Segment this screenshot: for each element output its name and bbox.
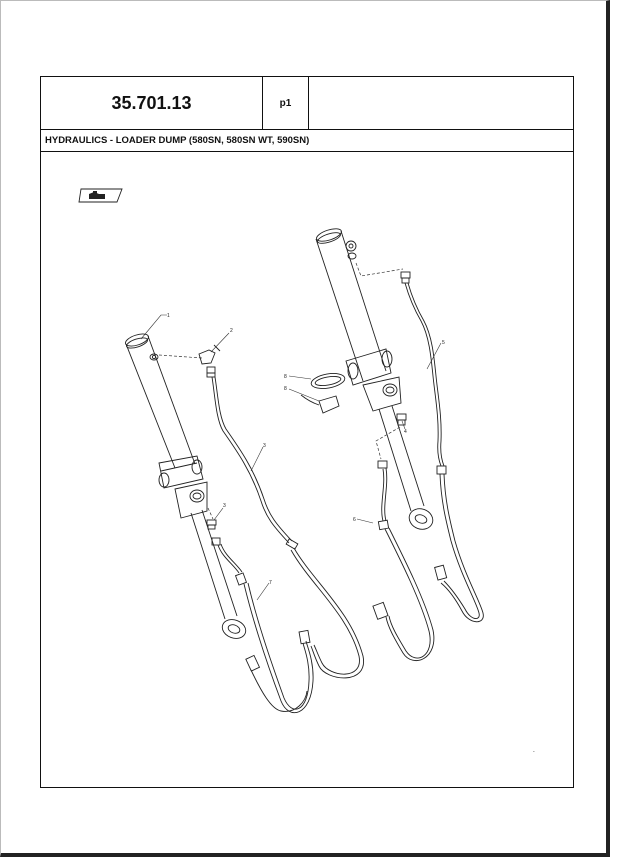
clamp-parts [301,371,346,413]
callout-7: 7 [269,580,272,586]
header-box [40,76,574,130]
callout-1-left: 1 [167,313,170,319]
page-number: p1 [263,77,309,129]
left-rigid-tube [212,377,289,543]
diagram-area [40,151,574,788]
page-mark: - [533,749,535,755]
reference-number: 35.701.13 [41,77,263,129]
section-title: HYDRAULICS - LOADER DUMP (580SN, 580SN WT, 590SN) [40,129,574,152]
callout-9: 8 [284,386,287,392]
parts-diagram [41,152,573,787]
callout-5: 5 [442,340,445,346]
right-hose-1 [444,541,479,619]
right-cylinder [315,226,436,532]
callout-4: 4 [404,429,407,435]
left-lower-fitting [207,508,220,545]
callout-6: 6 [353,517,356,523]
callout-3-left: 3 [263,443,266,449]
left-elbow-fitting [159,345,220,377]
callout-3b: 3 [223,503,226,509]
vehicle-view-icon [79,189,122,202]
callout-8: 8 [284,374,287,380]
right-hose-2 [385,529,430,658]
callout-2: 2 [230,328,233,334]
left-hose-2 [294,548,364,678]
left-hose-1 [244,584,313,713]
left-cylinder [124,332,248,642]
